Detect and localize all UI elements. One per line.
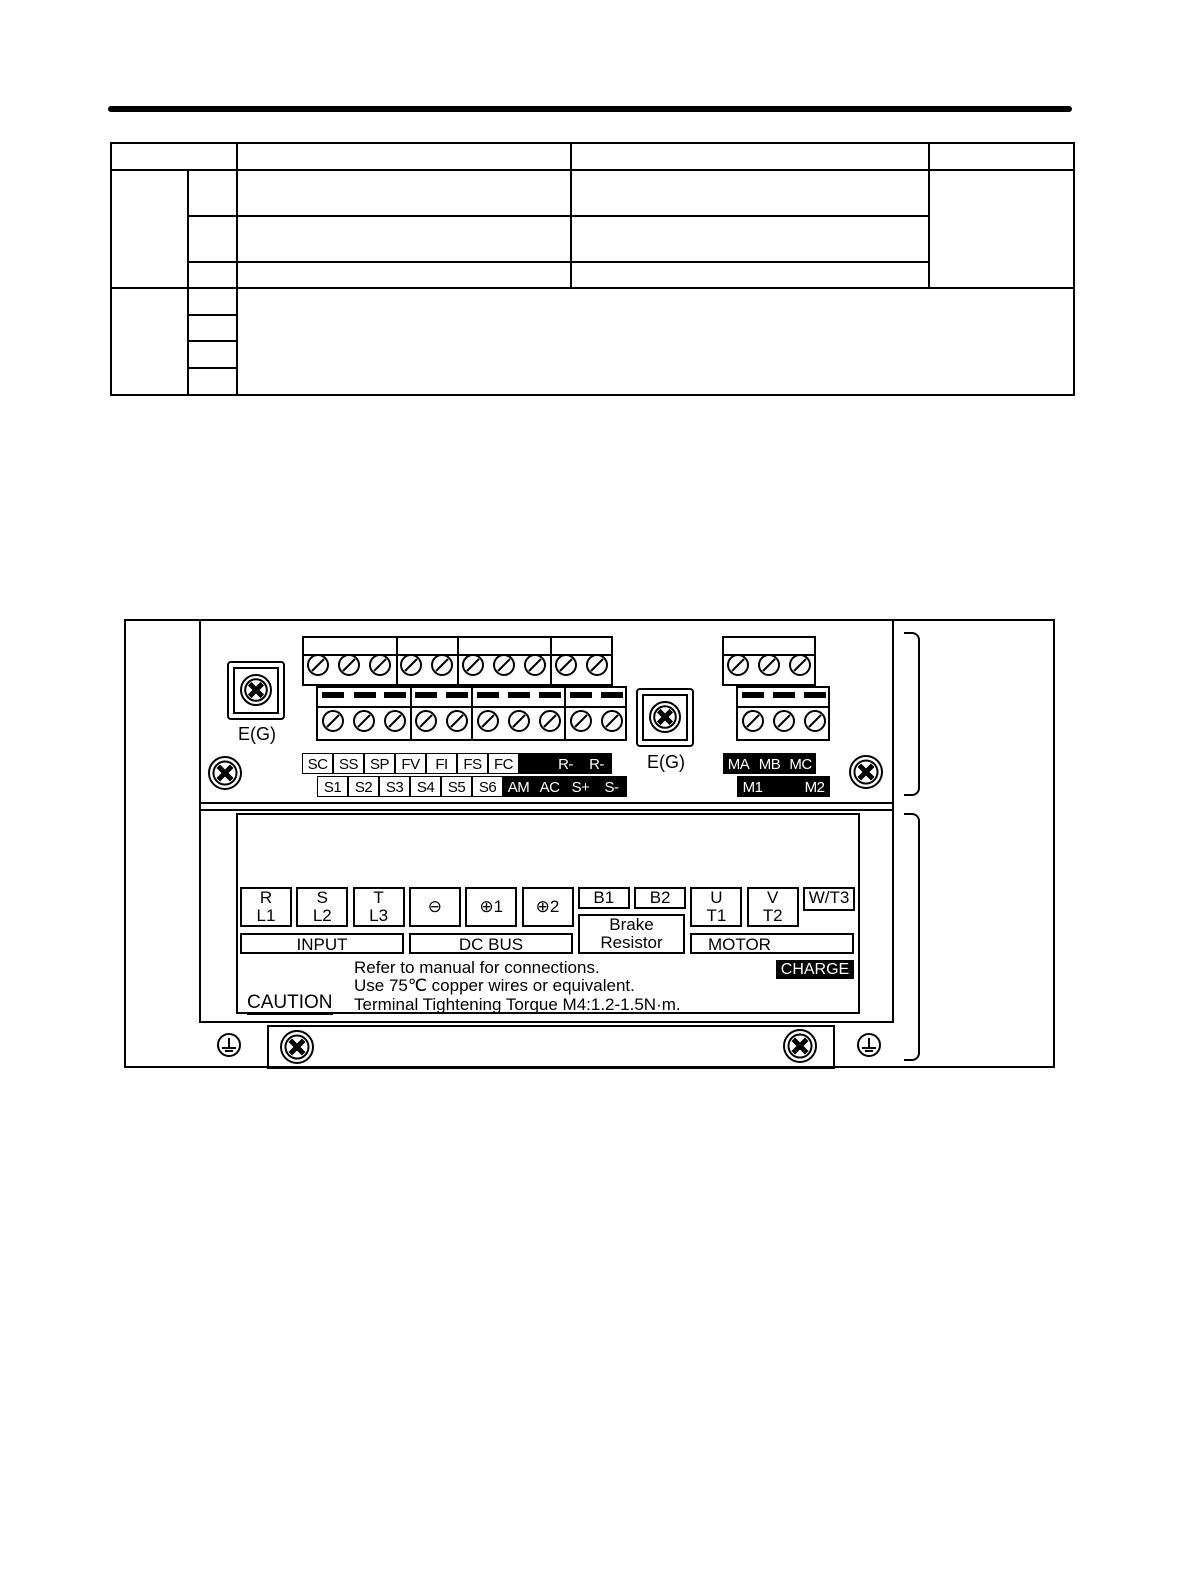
terminal-label: S+ [565,776,596,797]
power-terminal-label [578,887,630,909]
charge-indicator-label: CHARGE [776,960,854,979]
terminal-screw-icon [525,655,545,675]
terminal-label [768,776,799,797]
terminal-screw-icon [432,655,452,675]
dc-bus-group-label: DC BUS [409,933,573,954]
power-terminal-name: U [710,888,723,907]
terminal-screw-icon [416,711,436,731]
terminal-label: S3 [379,776,410,797]
terminal-label: FI [426,753,457,774]
caution-line-1: Refer to manual for connections. [354,958,600,977]
terminal-screw-icon [308,655,328,675]
terminal-label: S- [596,776,627,797]
terminal-label [519,753,550,774]
power-terminal-name: ⊕2 [535,897,560,916]
terminal-screw-icon [540,711,560,731]
terminal-screw-icon [385,711,405,731]
terminal-screw-icon [759,655,779,675]
terminal-screw-icon [339,655,359,675]
terminal-screw-icon [728,655,748,675]
terminal-screw-icon [323,711,343,731]
terminal-screw-icon [790,655,810,675]
terminal-screw-icon [587,655,607,675]
power-terminal-name: S [316,888,328,907]
power-terminal-label [465,887,517,927]
power-terminal-label [747,887,799,927]
terminal-screw-icon [602,711,622,731]
terminal-screw-icon [556,655,576,675]
terminal-screw-icon [509,711,529,731]
power-terminal-label [409,887,461,927]
terminal-screw-icon [370,655,390,675]
input-group-label: INPUT [240,933,404,954]
power-terminal-name: R [259,888,273,907]
terminal-label: S5 [441,776,472,797]
ground-screw-icon [650,702,680,732]
terminal-label: R- [550,753,581,774]
terminal-screw-icon [463,655,483,675]
terminal-screw-icon [805,711,825,731]
brake-label-line-1: Brake [609,915,654,934]
power-terminal-label [634,887,686,909]
terminal-label: FV [395,753,426,774]
terminal-label: SP [364,753,395,774]
terminal-screw-icon [447,711,467,731]
ground-screw-icon [241,675,271,705]
terminal-screw-icon [774,711,794,731]
terminal-label: M1 [737,776,768,797]
mounting-screw-icon [281,1031,313,1063]
power-terminal-alt-name: L2 [312,906,332,925]
terminal-screw-icon [401,655,421,675]
mounting-screw-icon [850,756,882,788]
terminal-label: MA [723,753,754,774]
ground-symbol-icon [218,1034,240,1056]
terminal-label: MB [754,753,785,774]
mounting-screw-icon [784,1030,816,1062]
terminal-label: MC [785,753,816,774]
brake-resistor-group-label [578,914,685,954]
power-terminal-label [240,887,292,927]
terminal-label: SS [333,753,364,774]
power-terminal-label [690,887,742,927]
motor-group-label: MOTOR [690,933,854,954]
power-terminal-alt-name: L1 [256,906,276,925]
power-terminal-alt-name: T2 [762,906,783,925]
terminal-label: SC [302,753,333,774]
terminal-label: FS [457,753,488,774]
power-terminal-label [296,887,348,927]
power-terminal-name: B2 [649,888,671,907]
ground-label-right: E(G) [647,752,685,772]
caution-line-2: Use 75℃ copper wires or equivalent. [354,976,635,995]
terminal-screw-icon [743,711,763,731]
terminal-label: S1 [317,776,348,797]
terminal-label: R- [581,753,612,774]
power-terminal-alt-name: T1 [706,906,727,925]
power-terminal-name: T [373,888,384,907]
caution-line-3: Terminal Tightening Torque M4:1.2-1.5N·m. [354,995,681,1014]
terminal-screw-icon [571,711,591,731]
power-terminal-label [803,887,855,911]
power-terminal-name: B1 [593,888,615,907]
terminal-label: S4 [410,776,441,797]
power-terminal-alt-name: L3 [369,906,389,925]
terminal-label: FC [488,753,519,774]
power-terminal-label [353,887,405,927]
terminal-screw-icon [354,711,374,731]
terminal-label: M2 [799,776,830,797]
mounting-screw-icon [209,757,241,789]
power-terminal-name: ⊕1 [479,897,504,916]
power-terminal-label [522,887,574,927]
terminal-label: S6 [472,776,503,797]
ground-label-left: E(G) [238,724,276,744]
terminal-label: AC [534,776,565,797]
power-terminal-name: V [767,888,779,907]
terminal-screw-icon [478,711,498,731]
terminal-screw-icon [494,655,514,675]
power-terminal-name: W/T3 [808,888,850,907]
caution-title: CAUTION [247,992,333,1013]
terminal-label: AM [503,776,534,797]
ground-symbol-icon [858,1034,880,1056]
terminal-label: S2 [348,776,379,797]
brake-label-line-2: Resistor [600,933,663,952]
power-terminal-name: ⊖ [427,897,443,916]
